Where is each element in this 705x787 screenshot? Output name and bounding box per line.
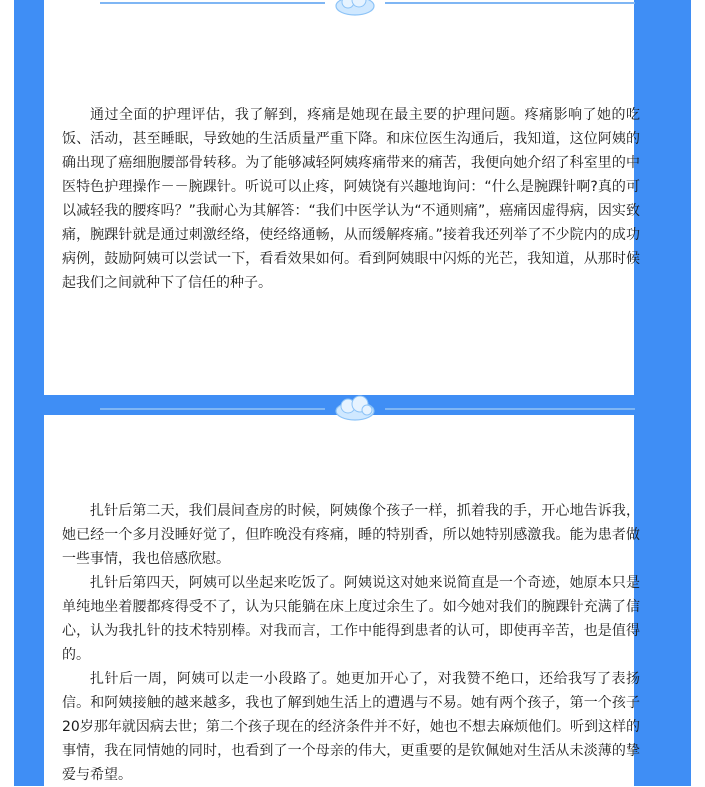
paragraph: 通过全面的护理评估，我了解到，疼痛是她现在最主要的护理问题。疼痛影响了她的吃饭、活动，甚至睡眠，导致她的生活质量严重下降。和床位医生沟通后，我知道，这位阿姨的确出现了癌细胞腰部骨转移。为了能够减轻阿姨疼痛带来的痛苦，我便向她介绍了科室里的中医特色护理操作－－腕踝针。听说可以止疼，阿姨饶有兴趣地询问：“什么是腕踝针啊?真的可以减轻我的腰疼吗？”我耐心为其解答：“我们中医学认为“不通则痛”，癌痛因虚得病，因实致痛，腕踝针就是通过刺激经络，使经络通畅，从而缓解疼痛。”接着我还列举了不少院内的成功病例，鼓励阿姨可以尝试一下，看看效果如何。看到阿姨眼中闪烁的光芒，我知道，从那时候起我们之间就种下了信任的种子。 — [62, 107, 640, 291]
cloud-icon — [334, 393, 376, 423]
divider-line-left — [100, 2, 325, 4]
section1-text — [62, 103, 640, 295]
divider-line-left — [100, 408, 325, 410]
paragraph: 扎针后一周，阿姨可以走一小段路了。她更加开心了，对我赞不绝口，还给我写了表扬信。和阿姨接触的越来越多，我也了解到她生活上的遭遇与不易。她有两个孩子，第一个孩子20岁那年就因病去世；第二个孩子现在的经济条件并不好，她也不想去麻烦他们。听到这样的事情，我在同情她的同时，也看到了一个母亲的伟大，更重要的是钦佩她对生活从未淡薄的挚爱与希望。 — [62, 671, 640, 783]
divider-line-right — [385, 408, 635, 410]
section2-text — [62, 499, 640, 787]
cloud-icon — [334, 0, 376, 18]
paragraph: 扎针后第二天，我们晨间查房的时候，阿姨像个孩子一样，抓着我的手，开心地告诉我，她已经一个多月没睡好觉了，但昨晚没有疼痛，睡的特别香，所以她特别感激我。能为患者做一些事情，我也倍感欣慰。 — [62, 503, 640, 567]
paragraph: 扎针后第四天，阿姨可以坐起来吃饭了。阿姨说这对她来说简直是一个奇迹，她原本只是单纯地坐着腰都疼得受不了，认为只能躺在床上度过余生了。如今她对我们的腕踝针充满了信心，认为我扎针的技术特别棒。对我而言，工作中能得到患者的认可，即使再辛苦，也是值得的。 — [62, 575, 640, 663]
divider-line-right — [385, 2, 635, 4]
